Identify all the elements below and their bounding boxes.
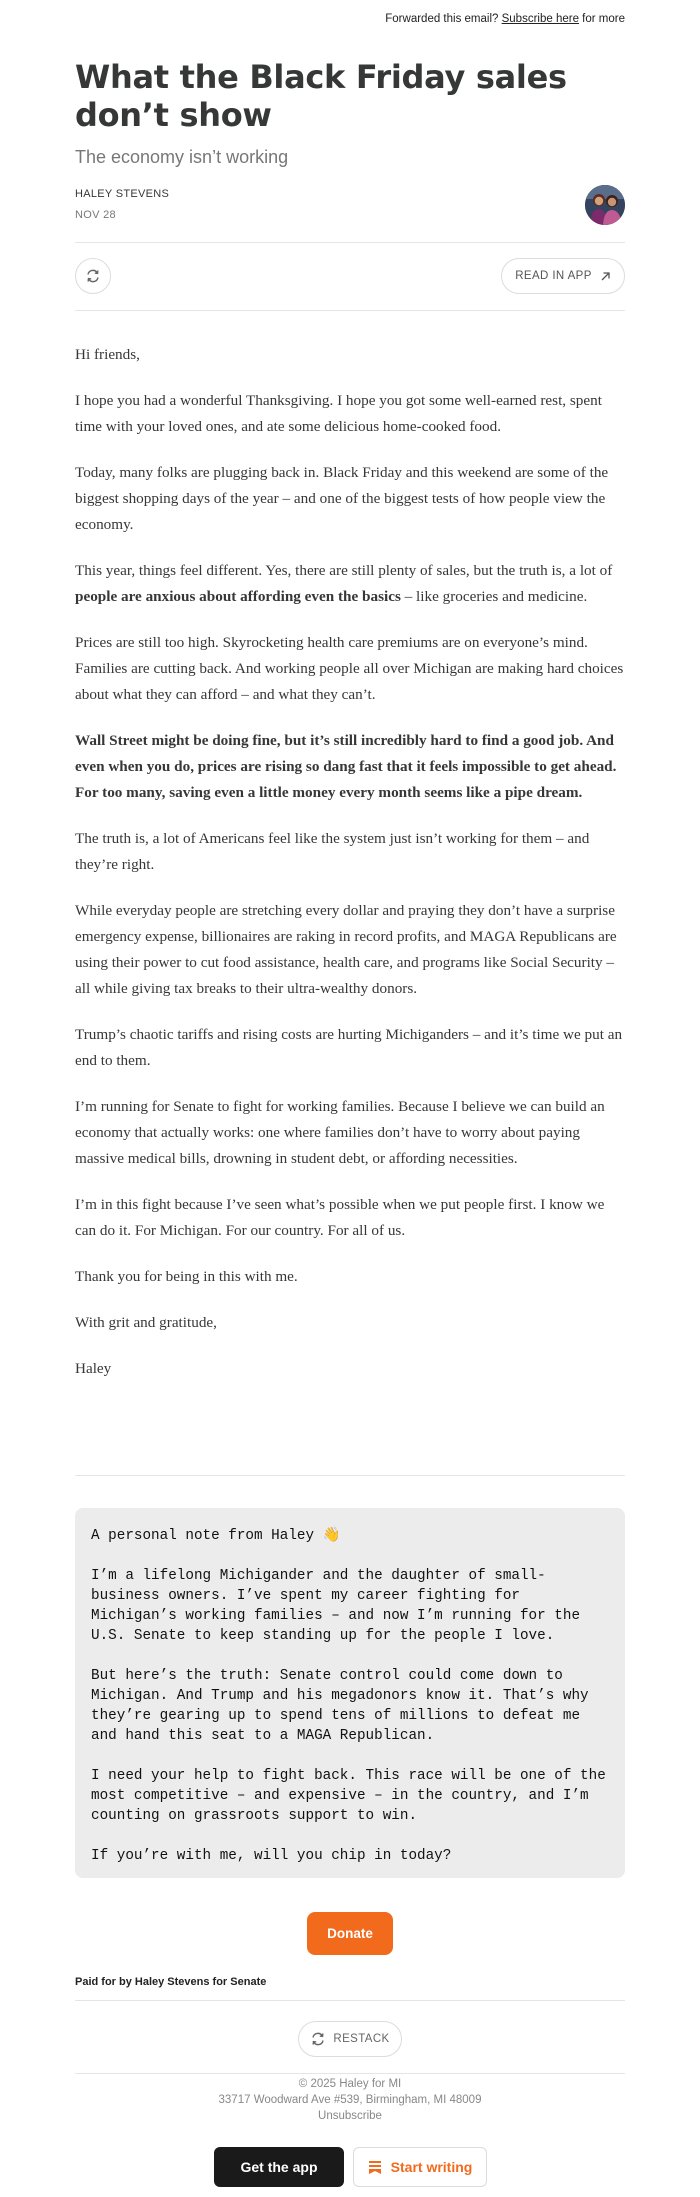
divider-top	[75, 242, 625, 243]
avatar-photo-icon	[585, 185, 625, 225]
post-subtitle: The economy isn’t working	[75, 147, 289, 167]
avatar[interactable]	[585, 185, 625, 225]
body-paragraph: This year, things feel different. Yes, there are still plenty of sales, but the truth is, a lot of people are anxious about affording even the basics – like groceries and medicine.	[75, 562, 613, 605]
restack-icon-button[interactable]	[75, 258, 111, 294]
divider-footer	[75, 2000, 625, 2001]
note-paragraph: I’m a lifelong Michigander and the daughter of small-business owners. I’ve spent my career fighting for Michigan’s working families – and now I’m running for the U.S. Senate to keep standing up for the people I love.	[91, 1568, 581, 1644]
note-paragraph: But here’s the truth: Senate control could come down to Michigan. And Trump and his megadonors know it. That’s why they’re gearing up to spend tens of millions to defeat me and hand this seat to a MAGA Republican.	[91, 1668, 589, 1744]
footer-address: 33717 Woodward Ave #539, Birmingham, MI 48009	[218, 2094, 482, 2106]
restack-button[interactable]	[298, 2021, 402, 2057]
restack-icon	[85, 268, 101, 284]
footer-unsubscribe-row	[0, 2110, 700, 2122]
post-date: NOV 28	[75, 209, 116, 221]
note-heading: A personal note from Haley 👋	[91, 1528, 341, 1544]
subscribe-link[interactable]: Subscribe here	[501, 13, 579, 25]
unsubscribe-link[interactable]: Unsubscribe	[318, 2110, 382, 2122]
arrow-up-right-icon	[600, 271, 611, 282]
body-paragraph: I hope you had a wonderful Thanksgiving. I hope you got some well-earned rest, spent time with your loved ones, and ate some delicious home-cooked food.	[75, 392, 602, 435]
read-in-app-label: READ IN APP	[515, 270, 592, 282]
body-paragraph: With grit and gratitude,	[75, 1314, 217, 1331]
post-body	[75, 342, 625, 1402]
body-paragraph: Thank you for being in this with me.	[75, 1268, 298, 1285]
restack-label: RESTACK	[333, 2033, 390, 2045]
author-name[interactable]: HALEY STEVENS	[75, 188, 170, 200]
body-paragraph: Hi friends,	[75, 346, 140, 363]
signature: Haley	[75, 1360, 112, 1377]
restack-icon	[310, 2031, 326, 2047]
body-paragraph: Prices are still too high. Skyrocketing health care premiums are on everyone’s mind. Families are cutting back. And working people all over Michigan are making hard choices about what they can afford – and what they can’t.	[75, 634, 624, 703]
substack-logo-icon	[368, 2160, 382, 2174]
body-paragraph-bold: Wall Street might be doing fine, but it’s still incredibly hard to find a good job. And even when you do, prices are rising so dang fast that it feels impossible to get ahead. For too many, saving even a little money every month seems like a pipe dream.	[75, 732, 617, 801]
get-the-app-button[interactable]: Get the app	[214, 2147, 344, 2187]
divider-legal	[75, 2073, 625, 2074]
body-paragraph: While everyday people are stretching every dollar and praying they don’t have a surprise emergency expense, billionaires are raking in record profits, and MAGA Republicans are using their power to cut food assistance, health care, and programs like Social Security – all while giving tax breaks to their ultra-wealthy donors.	[75, 902, 617, 997]
body-paragraph: Trump’s chaotic tariffs and rising costs are hurting Michiganders – and it’s time we put an end to them.	[75, 1026, 623, 1069]
note-paragraph: If you’re with me, will you chip in today?	[91, 1848, 452, 1864]
forwarded-suffix: for more	[582, 13, 625, 25]
post-title: What the Black Friday sales don’t show	[75, 58, 567, 134]
divider-body-end	[75, 1475, 625, 1476]
read-in-app-button[interactable]	[501, 258, 625, 294]
start-writing-label: Start writing	[390, 2159, 473, 2175]
body-paragraph: Today, many folks are plugging back in. Black Friday and this weekend are some of the biggest shopping days of the year – and one of the biggest tests of how people view the economy.	[75, 464, 609, 533]
body-paragraph: I’m in this fight because I’ve seen what’s possible when we put people first. I know we can do it. For Michigan. For our country. For all of us.	[75, 1196, 605, 1239]
body-bold-phrase: people are anxious about affording even the basics	[75, 588, 401, 605]
note-paragraph: I need your help to fight back. This race will be one of the most competitive – and expensive – in the country, and I’m counting on grassroots support to win.	[91, 1768, 606, 1824]
body-paragraph: The truth is, a lot of Americans feel like the system just isn’t working for them – and they’re right.	[75, 830, 590, 873]
personal-note-box	[75, 1508, 625, 1878]
forwarded-prefix: Forwarded this email?	[385, 13, 499, 25]
forwarded-banner	[385, 13, 625, 25]
divider-actions	[75, 310, 625, 311]
donate-button[interactable]: Donate	[307, 1912, 393, 1955]
start-writing-button[interactable]	[353, 2147, 487, 2187]
footer-copyright: © 2025 Haley for MI	[298, 2078, 402, 2090]
paid-for-disclaimer: Paid for by Haley Stevens for Senate	[75, 1976, 267, 1988]
body-paragraph: I’m running for Senate to fight for working families. Because I believe we can build an economy that actually works: one where families don’t have to worry about paying massive medical bills, drowning in student debt, or affording necessities.	[75, 1098, 605, 1167]
